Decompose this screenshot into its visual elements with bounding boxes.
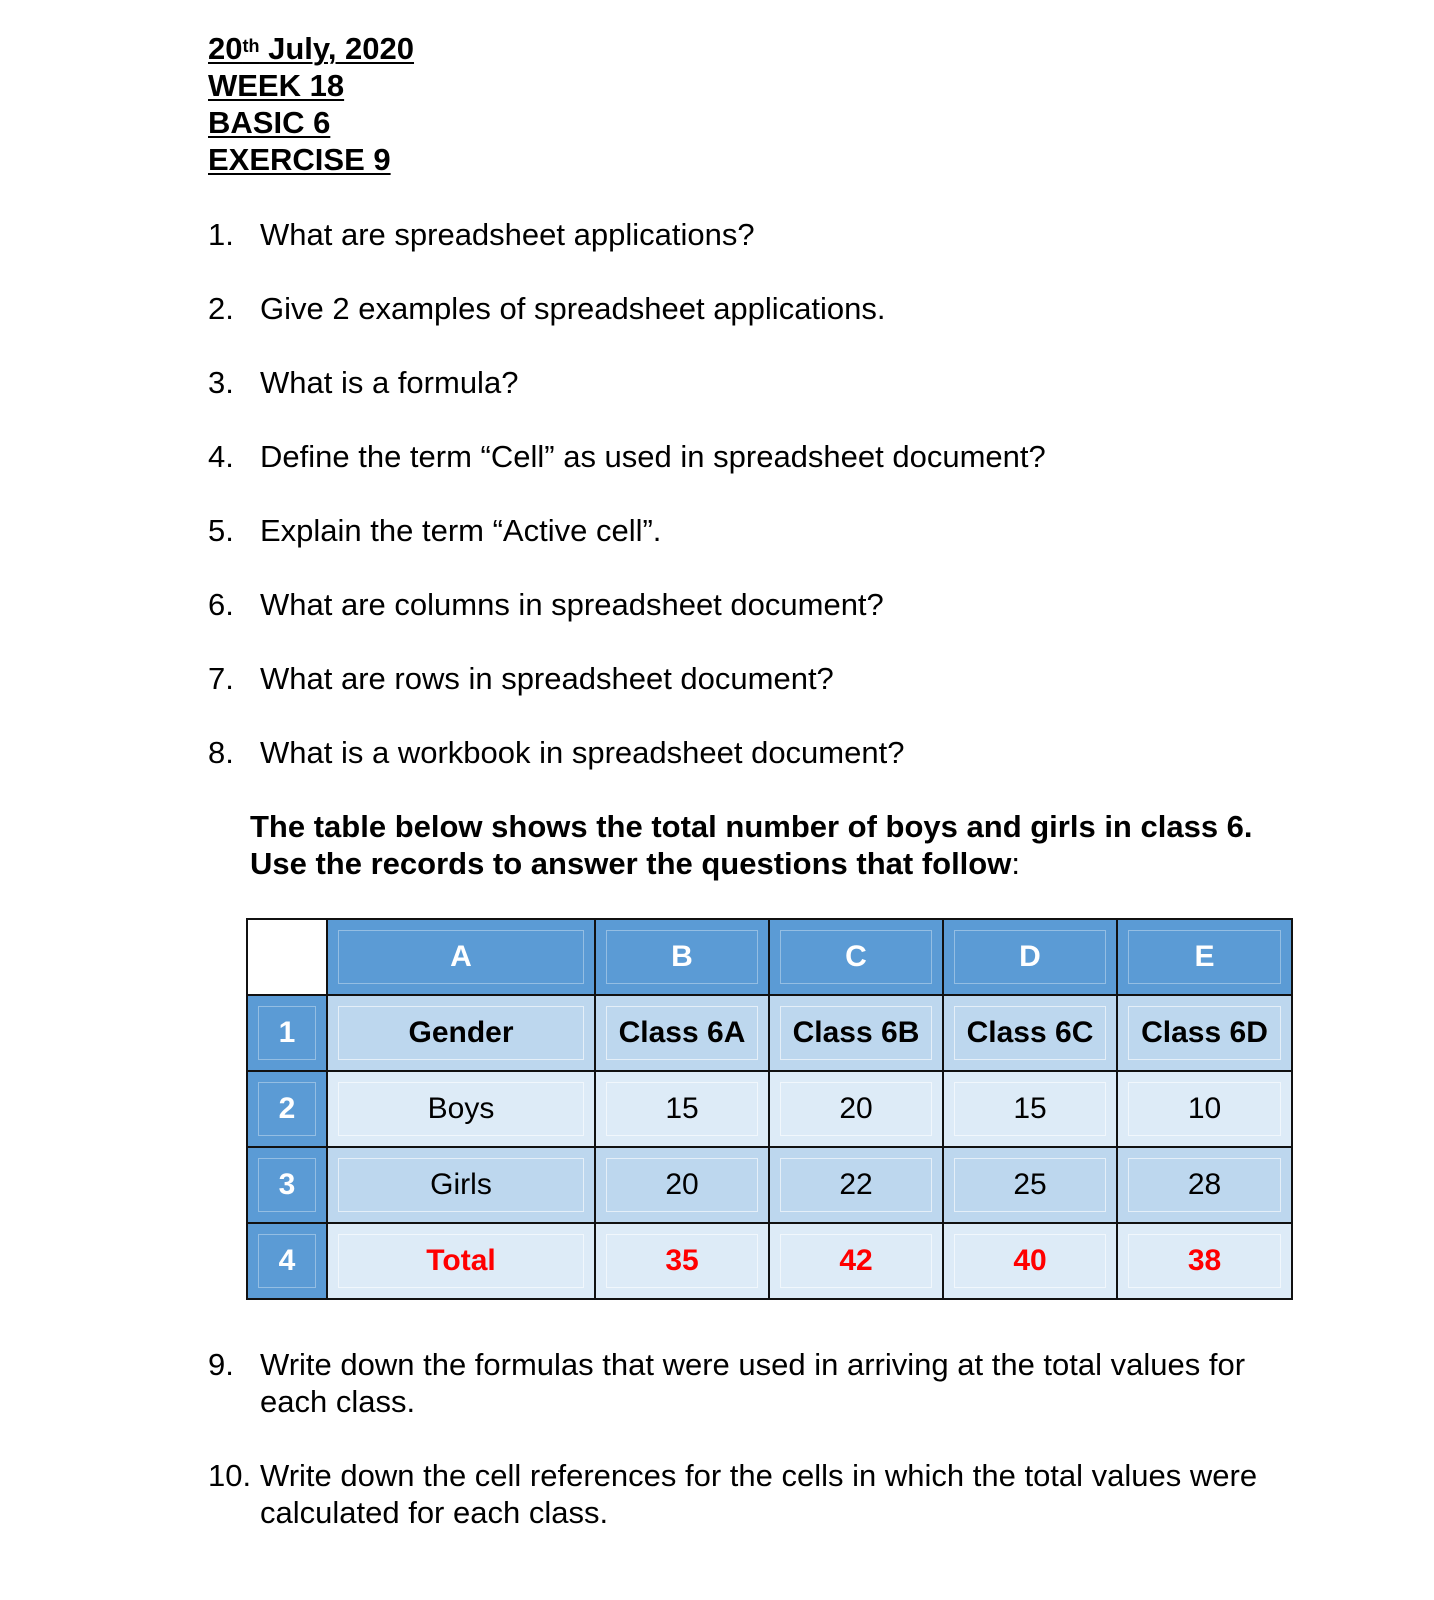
row-header	[247, 1071, 327, 1147]
column-header	[943, 919, 1117, 995]
table-cell	[595, 1147, 769, 1223]
cell-text: 40	[954, 1234, 1106, 1288]
cell-text: Class 6B	[780, 1006, 932, 1060]
cell-text: 25	[954, 1158, 1106, 1212]
question-text: What is a workbook in spreadsheet document?	[260, 735, 905, 770]
table-cell	[327, 995, 595, 1071]
column-header	[595, 919, 769, 995]
cell-text: 10	[1128, 1082, 1281, 1136]
column-header-label: C	[780, 930, 932, 984]
cell-text: 20	[780, 1082, 932, 1136]
row-header	[247, 1223, 327, 1299]
week-heading: WEEK 18	[208, 68, 345, 103]
table-cell	[943, 1147, 1117, 1223]
question-number: 1.	[208, 217, 234, 252]
table-cell	[769, 1071, 943, 1147]
table-cell	[943, 1071, 1117, 1147]
table-cell	[595, 1223, 769, 1299]
table-row	[247, 1071, 1292, 1147]
table-intro	[250, 808, 1370, 882]
question-number: 4.	[208, 439, 234, 474]
question-text: What is a formula?	[260, 365, 519, 400]
question-text: Define the term “Cell” as used in spreadsheet document?	[260, 439, 1046, 474]
question-text: What are spreadsheet applications?	[260, 217, 755, 252]
cell-text: 20	[606, 1158, 758, 1212]
question-text: What are columns in spreadsheet document?	[260, 587, 884, 622]
corner-cell	[247, 919, 327, 995]
question-number: 10.	[208, 1458, 252, 1493]
table-cell	[1117, 1071, 1292, 1147]
cell-text: 15	[606, 1082, 758, 1136]
table-cell	[327, 1147, 595, 1223]
table-row-total	[247, 1223, 1292, 1299]
question-text: Explain the term “Active cell”.	[260, 513, 662, 548]
cell-text: 42	[780, 1234, 932, 1288]
table-cell	[1117, 1147, 1292, 1223]
table-row	[247, 995, 1292, 1071]
row-header-label: 2	[258, 1082, 316, 1136]
row-header	[247, 1147, 327, 1223]
cell-text: Class 6D	[1128, 1006, 1281, 1060]
cell-text: 28	[1128, 1158, 1281, 1212]
question-number: 3.	[208, 365, 234, 400]
cell-text: 15	[954, 1082, 1106, 1136]
cell-text: 22	[780, 1158, 932, 1212]
intro-line-2	[250, 845, 1370, 882]
question-number: 9.	[208, 1347, 234, 1382]
column-header-label: D	[954, 930, 1106, 984]
date-day: 20	[208, 31, 243, 66]
spreadsheet-table	[246, 918, 1293, 1300]
row-header-label: 3	[258, 1158, 316, 1212]
question-text: What are rows in spreadsheet document?	[260, 661, 834, 696]
question-text: Give 2 examples of spreadsheet applications.	[260, 291, 886, 326]
row-header-label: 1	[258, 1006, 316, 1060]
intro-colon: :	[1011, 846, 1020, 881]
table-cell	[769, 1223, 943, 1299]
table-cell	[1117, 1223, 1292, 1299]
question-text: Write down the formulas that were used in arriving at the total values for each class.	[260, 1347, 1246, 1419]
date-suffix: th	[242, 36, 260, 56]
question-number: 7.	[208, 661, 234, 696]
column-header	[1117, 919, 1292, 995]
row-header-label: 4	[258, 1234, 316, 1288]
cell-text: Gender	[338, 1006, 584, 1060]
table-cell	[595, 995, 769, 1071]
cell-text: Class 6C	[954, 1006, 1106, 1060]
cell-text: Boys	[338, 1082, 584, 1136]
question-text: Write down the cell references for the cells in which the total values were calculated for each class.	[260, 1458, 1258, 1530]
table-cell	[943, 1223, 1117, 1299]
column-header	[327, 919, 595, 995]
table-cell	[595, 1071, 769, 1147]
table-cell	[327, 1223, 595, 1299]
table-cell	[327, 1071, 595, 1147]
date-rest: July, 2020	[259, 31, 415, 66]
table-cell	[769, 995, 943, 1071]
exercise-heading: EXERCISE 9	[208, 142, 391, 177]
column-header-label: A	[338, 930, 584, 984]
cell-text: Class 6A	[606, 1006, 758, 1060]
column-header-label: B	[606, 930, 758, 984]
cell-text: Total	[338, 1234, 584, 1288]
column-header-label: E	[1128, 930, 1281, 984]
cell-text: 38	[1128, 1234, 1281, 1288]
table-cell	[769, 1147, 943, 1223]
column-header-row	[247, 919, 1292, 995]
question-number: 8.	[208, 735, 234, 770]
document-header	[208, 30, 414, 178]
date-heading	[208, 30, 414, 67]
row-header	[247, 995, 327, 1071]
cell-text: Girls	[338, 1158, 584, 1212]
question-number: 6.	[208, 587, 234, 622]
column-header	[769, 919, 943, 995]
table-row	[247, 1147, 1292, 1223]
table-cell	[943, 995, 1117, 1071]
basic-heading: BASIC 6	[208, 105, 331, 140]
question-number: 2.	[208, 291, 234, 326]
table-cell	[1117, 995, 1292, 1071]
question-number: 5.	[208, 513, 234, 548]
intro-line-2-text: Use the records to answer the questions that follow	[250, 846, 1012, 881]
cell-text: 35	[606, 1234, 758, 1288]
intro-line-1: The table below shows the total number of boys and girls in class 6.	[250, 809, 1253, 844]
